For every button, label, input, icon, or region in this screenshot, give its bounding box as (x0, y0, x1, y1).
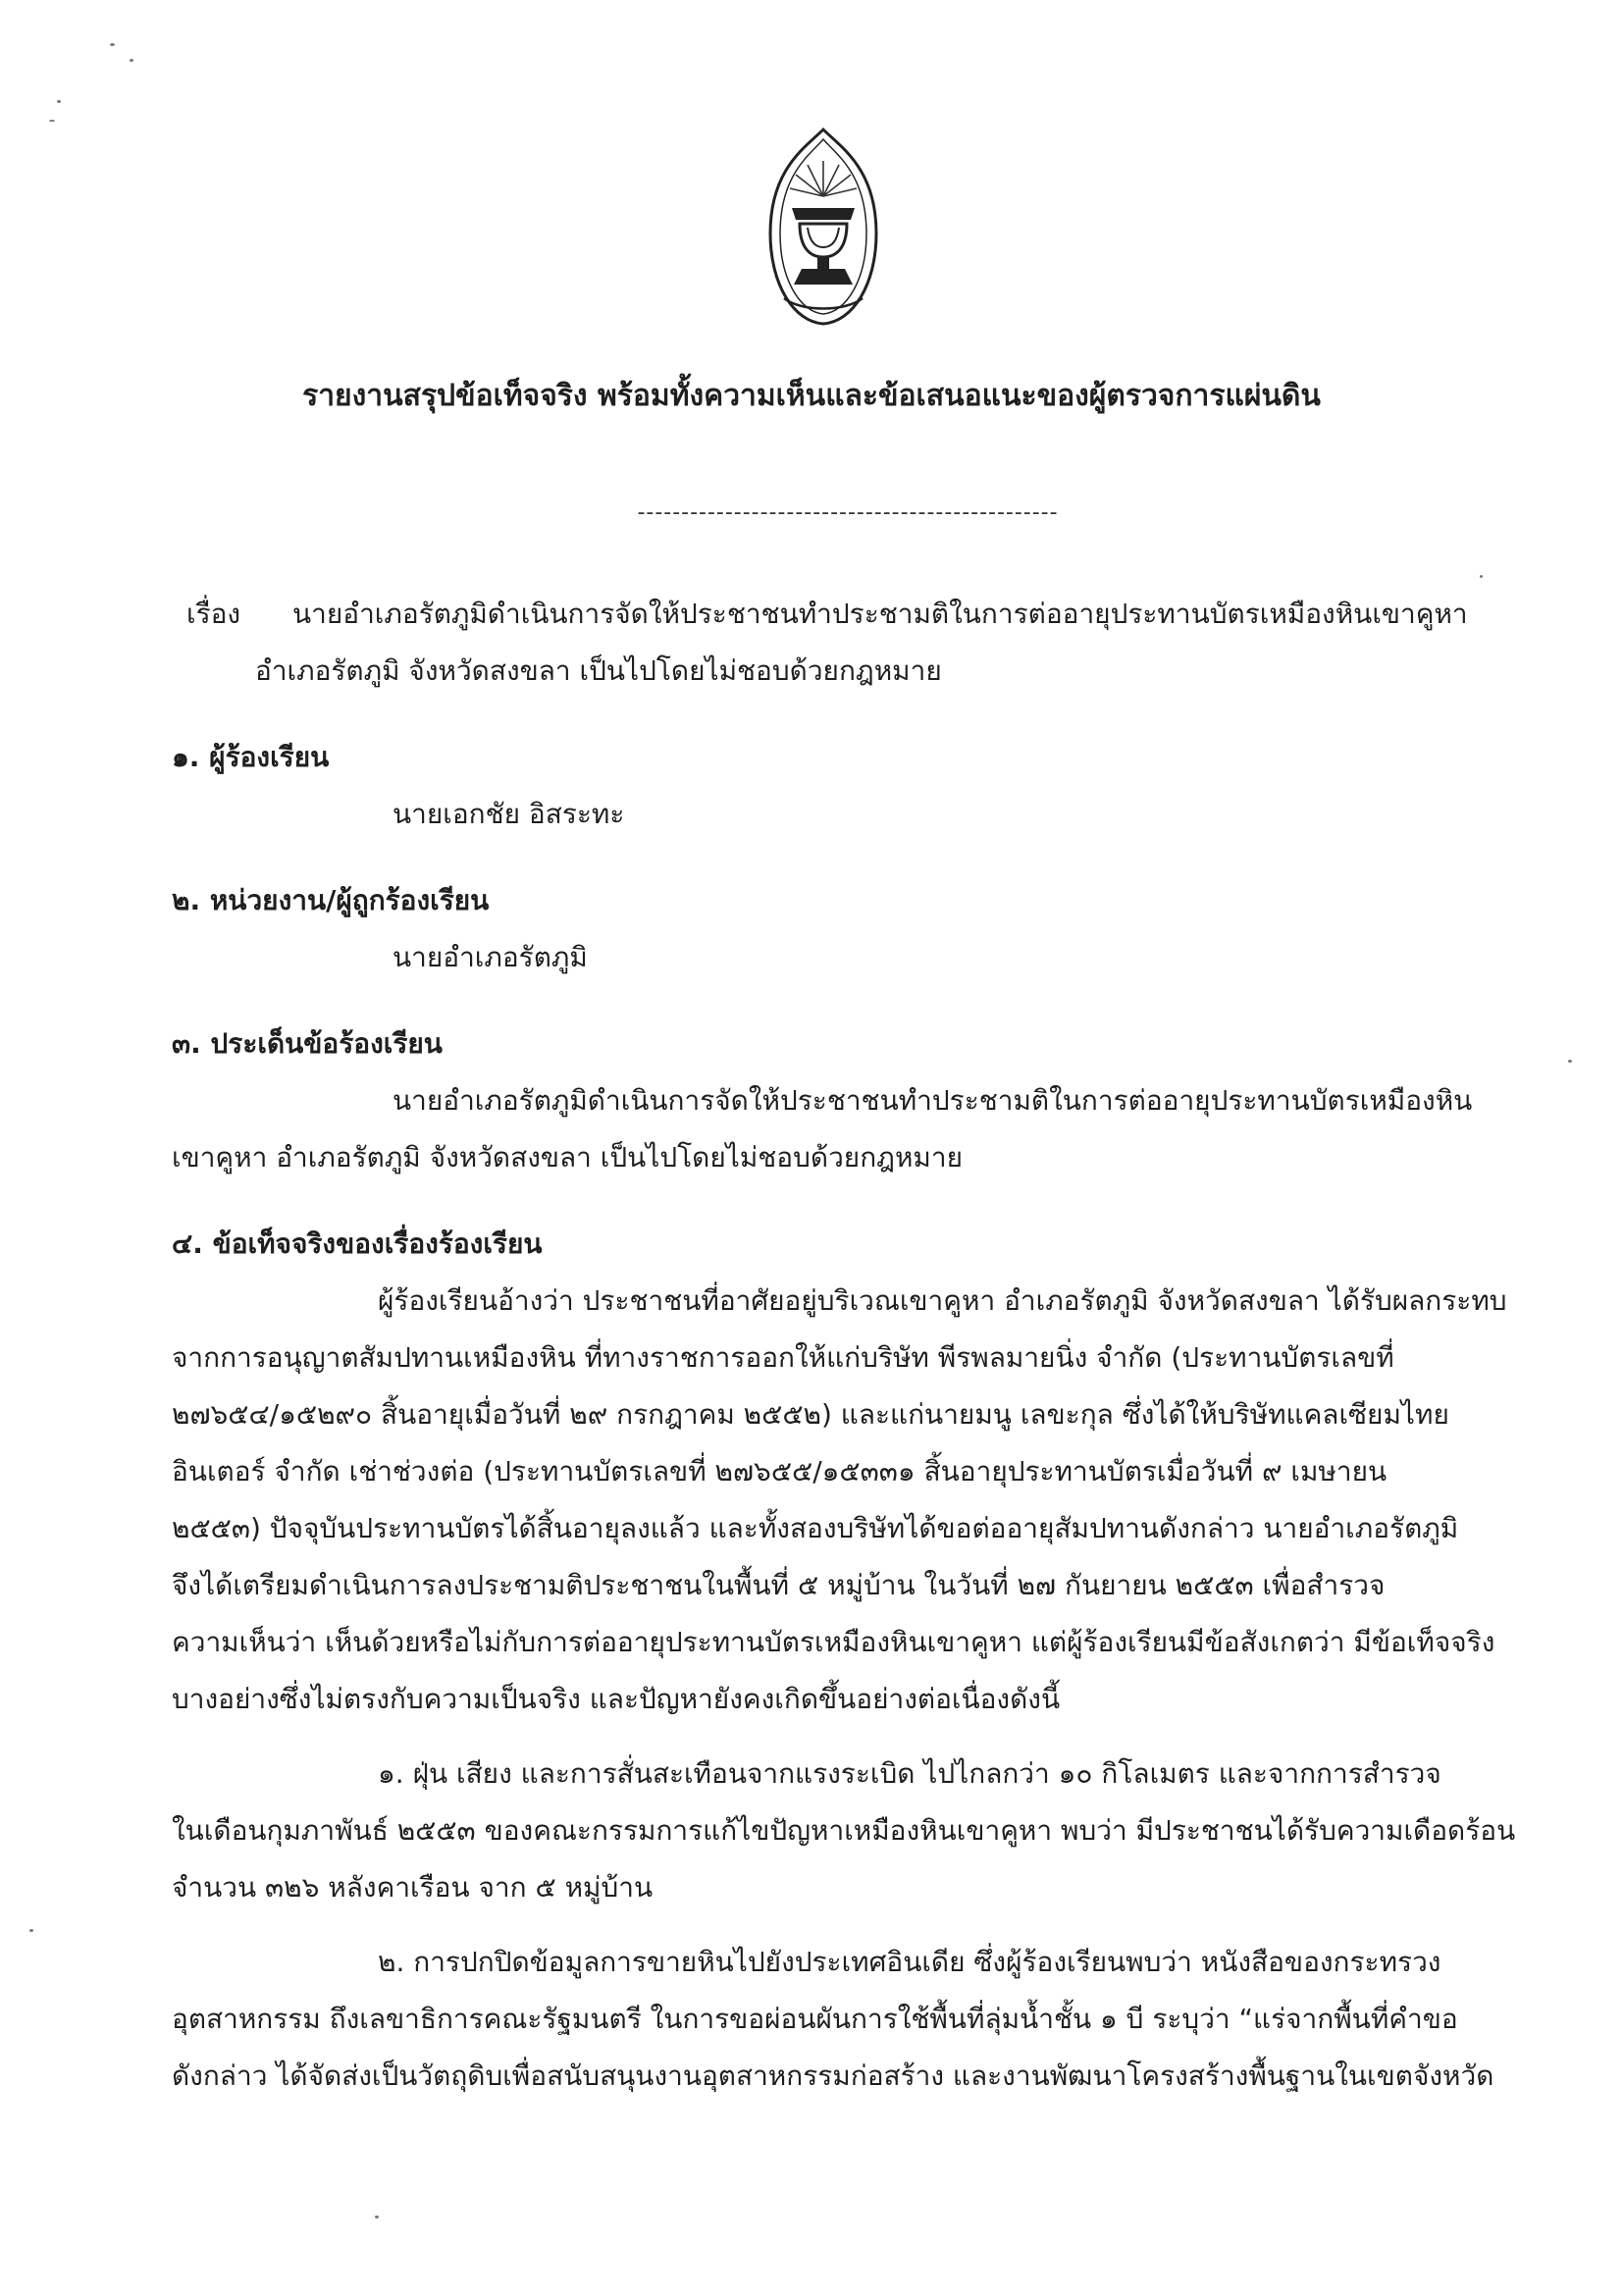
facts-paragraph-line: ผู้ร้องเรียนอ้างว่า ประชาชนที่อาศัยอยู่บริเวณเขาคูหา อำเภอรัตภูมิ จังหวัดสงขลา ได้รับผลกระทบ (378, 1284, 1507, 1317)
scan-speck (49, 120, 55, 122)
facts-paragraph-line: ๒๗๖๕๔/๑๕๒๙๐ สิ้นอายุเมื่อวันที่ ๒๙ กรกฎาคม ๒๕๕๒) และแก่นายมนู เลขะกุล ซึ่งได้ให้บริษัทแคลเซียมไทย (172, 1398, 1449, 1431)
section-4-heading: ๔. ข้อเท็จจริงของเรื่องร้องเรียน (172, 1227, 543, 1260)
fact-item-2-line: ๒. การปกปิดข้อมูลการขายหินไปยังประเทศอินเดีย ซึ่งผู้ร้องเรียนพบว่า หนังสือของกระทรวง (378, 1946, 1441, 1978)
fact-item-2-line: ดังกล่าว ได้จัดส่งเป็นวัตถุดิบเพื่อสนับสนุนงานอุตสาหกรรมก่อสร้าง และงานพัฒนาโครงสร้างพื้นฐานในเขตจังหวัด (172, 2060, 1494, 2092)
scan-speck (130, 59, 133, 62)
facts-paragraph-line: จากการอนุญาตสัมปทานเหมืองหิน ที่ทางราชการออกให้แก่บริษัท พีรพลมายนิ่ง จำกัด (ประทานบัตรเลขที่ (172, 1341, 1394, 1374)
fact-item-2-line: อุตสาหกรรม ถึงเลขาธิการคณะรัฐมนตรี ในการขอผ่อนผันการใช้พื้นที่ลุ่มน้ำชั้น ๑ บี ระบุว่า “แร่จากพื้นที่คำขอ (172, 2003, 1458, 2035)
subject-line-1: นายอำเภอรัตภูมิดำเนินการจัดให้ประชาชนทำประชามติในการต่ออายุประทานบัตรเหมืองหินเขาคูหา (292, 598, 1468, 630)
complaint-issue-line-2: เขาคูหา อำเภอรัตภูมิ จังหวัดสงขลา เป็นไปโดยไม่ชอบด้วยกฎหมาย (172, 1141, 963, 1174)
scan-speck (1568, 1060, 1572, 1063)
scan-speck (1480, 575, 1483, 578)
section-2-heading: ๒. หน่วยงาน/ผู้ถูกร้องเรียน (172, 884, 490, 916)
facts-paragraph-line: จึงได้เตรียมดำเนินการลงประชามติประชาชนในพื้นที่ ๕ หมู่บ้าน ในวันที่ ๒๗ กันยายน ๒๕๕๓ เพื่อสำรวจ (172, 1569, 1386, 1601)
section-1-heading: ๑. ผู้ร้องเรียน (172, 741, 330, 773)
title-divider: ------------------------------------------------ (637, 500, 1059, 525)
complainant-name: นายเอกชัย อิสระทะ (393, 798, 625, 830)
facts-paragraph-line: ความเห็นว่า เห็นด้วยหรือไม่กับการต่ออายุประทานบัตรเหมืองหินเขาคูหา แต่ผู้ร้องเรียนมีข้อสังเกตว่า มีข้อเท็จจริง (172, 1626, 1495, 1658)
ombudsman-emblem-icon (762, 126, 884, 328)
complaint-issue-line-1: นายอำเภอรัตภูมิดำเนินการจัดให้ประชาชนทำประชามติในการต่ออายุประทานบัตรเหมืองหิน (393, 1084, 1473, 1117)
subject-label: เรื่อง (186, 598, 241, 630)
subject-line-2: อำเภอรัตภูมิ จังหวัดสงขลา เป็นไปโดยไม่ชอบด้วยกฎหมาย (255, 654, 942, 687)
facts-paragraph-line: อินเตอร์ จำกัด เช่าช่วงต่อ (ประทานบัตรเลขที่ ๒๗๖๕๕/๑๕๓๓๑ สิ้นอายุประทานบัตรเมื่อวันที่ ๙ เมษายน (172, 1455, 1387, 1487)
facts-paragraph-line: บางอย่างซึ่งไม่ตรงกับความเป็นจริง และปัญหายังคงเกิดขึ้นอย่างต่อเนื่องดังนี้ (172, 1683, 1061, 1715)
scan-speck (29, 1929, 33, 1932)
section-3-heading: ๓. ประเด็นข้อร้องเรียน (172, 1027, 443, 1060)
report-title: รายงานสรุปข้อเท็จจริง พร้อมทั้งความเห็นและข้อเสนอแนะของผู้ตรวจการแผ่นดิน (302, 379, 1321, 413)
facts-paragraph-line: ๒๕๕๓) ปัจจุบันประทานบัตรได้สิ้นอายุลงแล้ว และทั้งสองบริษัทได้ขอต่ออายุสัมปทานดังกล่าว นายอำเภอรัตภูมิ (172, 1512, 1459, 1544)
fact-item-1-line: ในเดือนกุมภาพันธ์ ๒๕๕๓ ของคณะกรรมการแก้ไขปัญหาเหมืองหินเขาคูหา พบว่า มีประชาชนได้รับความเดือดร้อน (172, 1814, 1516, 1847)
respondent-name: นายอำเภอรัตภูมิ (393, 941, 588, 973)
scan-speck (57, 100, 61, 103)
scan-speck (110, 43, 115, 46)
fact-item-1-line: ๑. ฝุ่น เสียง และการสั่นสะเทือนจากแรงระเบิด ไปไกลกว่า ๑๐ กิโลเมตร และจากการสำรวจ (378, 1757, 1441, 1790)
fact-item-1-line: จำนวน ๓๒๖ หลังคาเรือน จาก ๕ หมู่บ้าน (172, 1871, 654, 1904)
scan-speck (375, 2216, 379, 2218)
